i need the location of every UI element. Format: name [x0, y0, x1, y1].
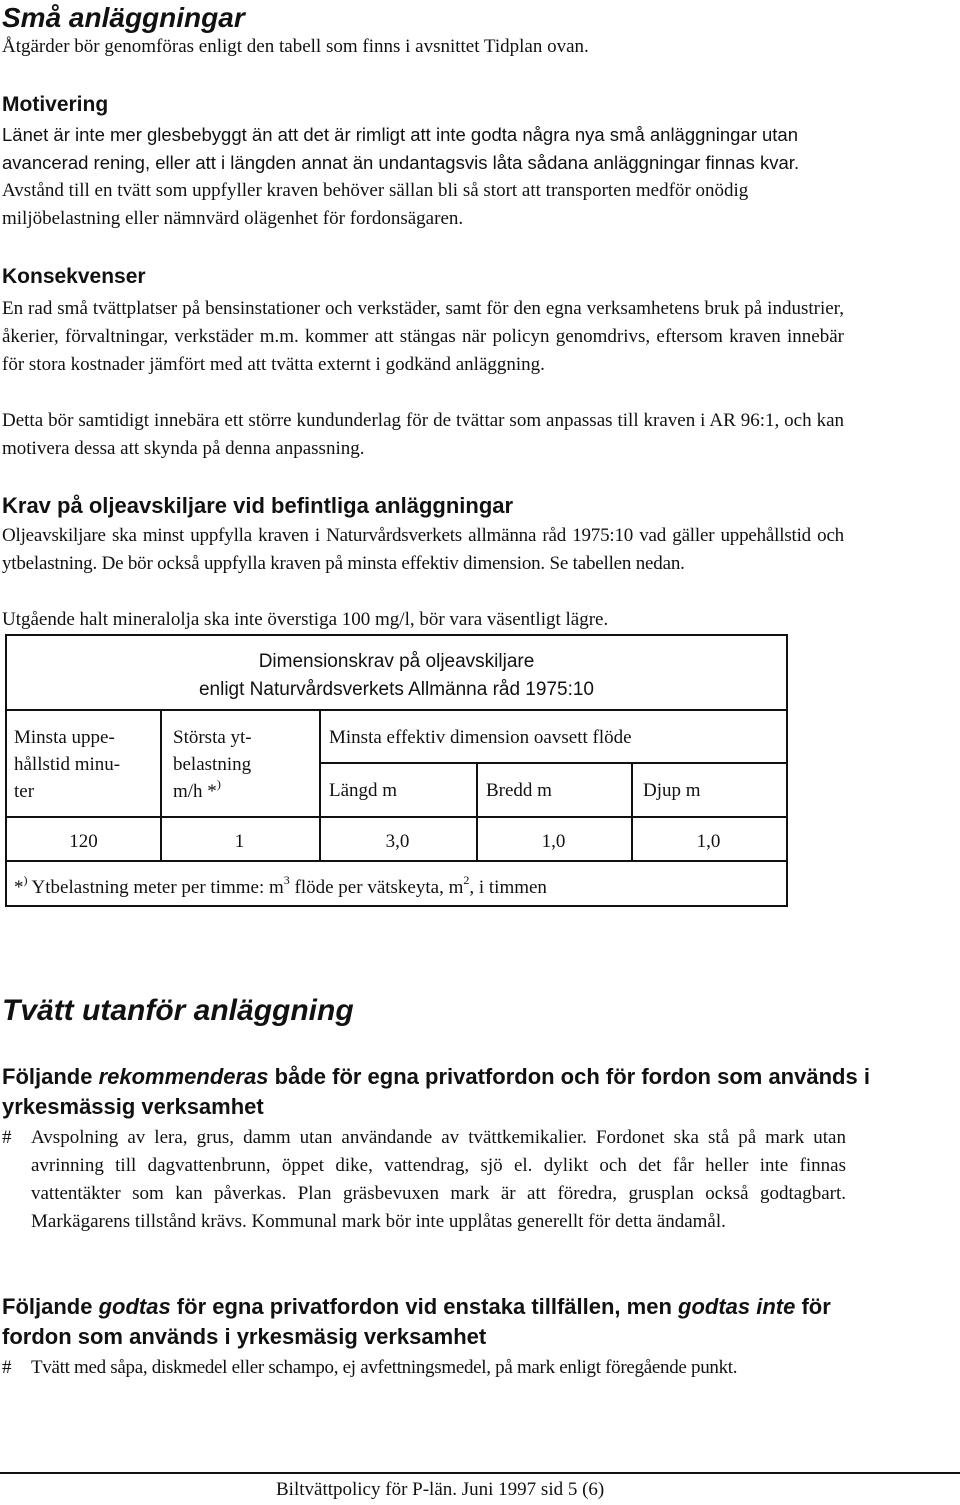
bullet-avspolning [2, 1124, 960, 1264]
table-footnote: *) Ytbelastning meter per timme: $m^3$ flöde per vätskeyta, $m^2$, i timmen [14, 872, 547, 898]
krav-heading: Krav på oljeavskiljare vid befintliga anläggningar [2, 493, 514, 518]
footer-rule [0, 1472, 960, 1474]
col-header-ytbelastning: Största yt- belastning m/h *) [173, 727, 252, 802]
subheading-rekommenderas: Följande rekommenderas både för egna privatfordon och för fordon som används i yrkesmässig verksamhet [2, 1064, 870, 1119]
konsekvenser-paragraph-1: En rad små tvättplatser på bensinstationer och verkstäder, samt för den egna verksamhetens bruk på industrier, åkerier, förvaltningar, verkstäder m.m. kommer att stängas när policyn genomdrivs, eftersom kraven innebär för stora kostnader jämfört med att tvätta externt i godkänd anläggning. [2, 298, 844, 375]
table-title-line-1: Dimensionskrav på oljeavskiljare [258, 651, 535, 672]
krav-paragraph-2: Utgående halt mineralolja ska inte överstiga 100 mg/l, bör vara väsentligt lägre. [2, 609, 609, 630]
motivering-serif-text: Avstånd till en tvätt som uppfyller kraven behöver sällan bli så stort att transporten medför onödig miljöbelastning eller nämnvärd olägenhet för fordonsägaren. [2, 180, 749, 229]
table-cell-bredd: 1,0 [541, 831, 566, 852]
table-cell-langd: 3,0 [385, 831, 410, 852]
motivering-sans-text: Länet är inte mer glesbebyggt än att det är rimligt att inte godta några nya små anläggningar utan avancerad rening, eller att i längden annat än undantagsvis låta sådana anläggningar finnas kvar. [2, 124, 800, 173]
dimension-table [5, 634, 788, 907]
table-cell-uppehallstid: 120 [69, 831, 98, 852]
bullet-text-avspolning: Avspolning av lera, grus, damm utan användande av tvättkemikalier. Fordonet ska stå på mark utan avrinning till dagvattenbrunn, öppet dike, vattendrag, sjö el. dylikt och det får heller inte finnas vattentäkter som kan påverkas. Plan gräsbevuxen mark är att föredra, grusplan också godtagbart. Markägarens tillstånd krävs. Kommunal mark bör inte upplåtas generellt för detta ändamål. [31, 1127, 846, 1232]
konsekvenser-paragraph-2: Detta bör samtidigt innebära ett större kundunderlag för de tvättar som anpassas till kraven i AR 96:1, och kan motivera dessa att skynda på denna anpassning. [2, 410, 844, 459]
table-rule [7, 860, 786, 862]
krav-paragraph-1: Oljeavskiljare ska minst uppfylla kraven i Naturvårdsverkets allmänna råd 1975:10 vad gäller uppehållstid och ytbelastning. De bör också uppfylla kraven på minsta effektiv dimension. Se tabellen nedan. [2, 525, 844, 574]
table-rule [7, 709, 786, 711]
table-cell-ytbelastning: 1 [234, 831, 245, 852]
page-footer: Biltvättpolicy för P-län. Juni 1997 sid 5 (6) [276, 1479, 605, 1500]
intro-text: Åtgärder bör genomföras enligt den tabell som finns i avsnittet Tidplan ovan. [2, 36, 589, 57]
table-cell-djup: 1,0 [696, 831, 721, 852]
bullet-mark: # [2, 1127, 12, 1148]
konsekvenser-heading: Konsekvenser [2, 265, 146, 288]
motivering-paragraph [2, 121, 844, 233]
sub-header-langd: Längd m [329, 780, 398, 801]
section-heading-tvatt-utanfor: Tvätt utanför anläggning [2, 994, 354, 1027]
section-heading-sma-anlaggningar: Små anläggningar [2, 2, 245, 33]
sub-header-bredd: Bredd m [486, 780, 552, 801]
table-rule [319, 762, 786, 764]
bullet-text-sapa: Tvätt med såpa, diskmedel eller schampo, ej avfettningsmedel, på mark enligt föregående punkt. [31, 1357, 738, 1378]
table-rule [7, 816, 786, 818]
table-title-line-2: enligt Naturvårdsverkets Allmänna råd 1975:10 [198, 679, 594, 700]
motivering-heading: Motivering [2, 93, 109, 116]
subheading-godtas: Följande godtas för egna privatfordon vid enstaka tillfällen, men godtas inte för fordon som används i yrkesmäsig verksamhet [2, 1294, 831, 1349]
bullet-tvatt-med-sapa [2, 1354, 960, 1414]
col-header-dimension: Minsta effektiv dimension oavsett flöde [329, 727, 632, 748]
col-header-uppehallstid: Minsta uppe- hållstid minu- ter [14, 727, 121, 802]
bullet-mark: # [2, 1357, 12, 1378]
sub-header-djup: Djup m [643, 780, 701, 801]
